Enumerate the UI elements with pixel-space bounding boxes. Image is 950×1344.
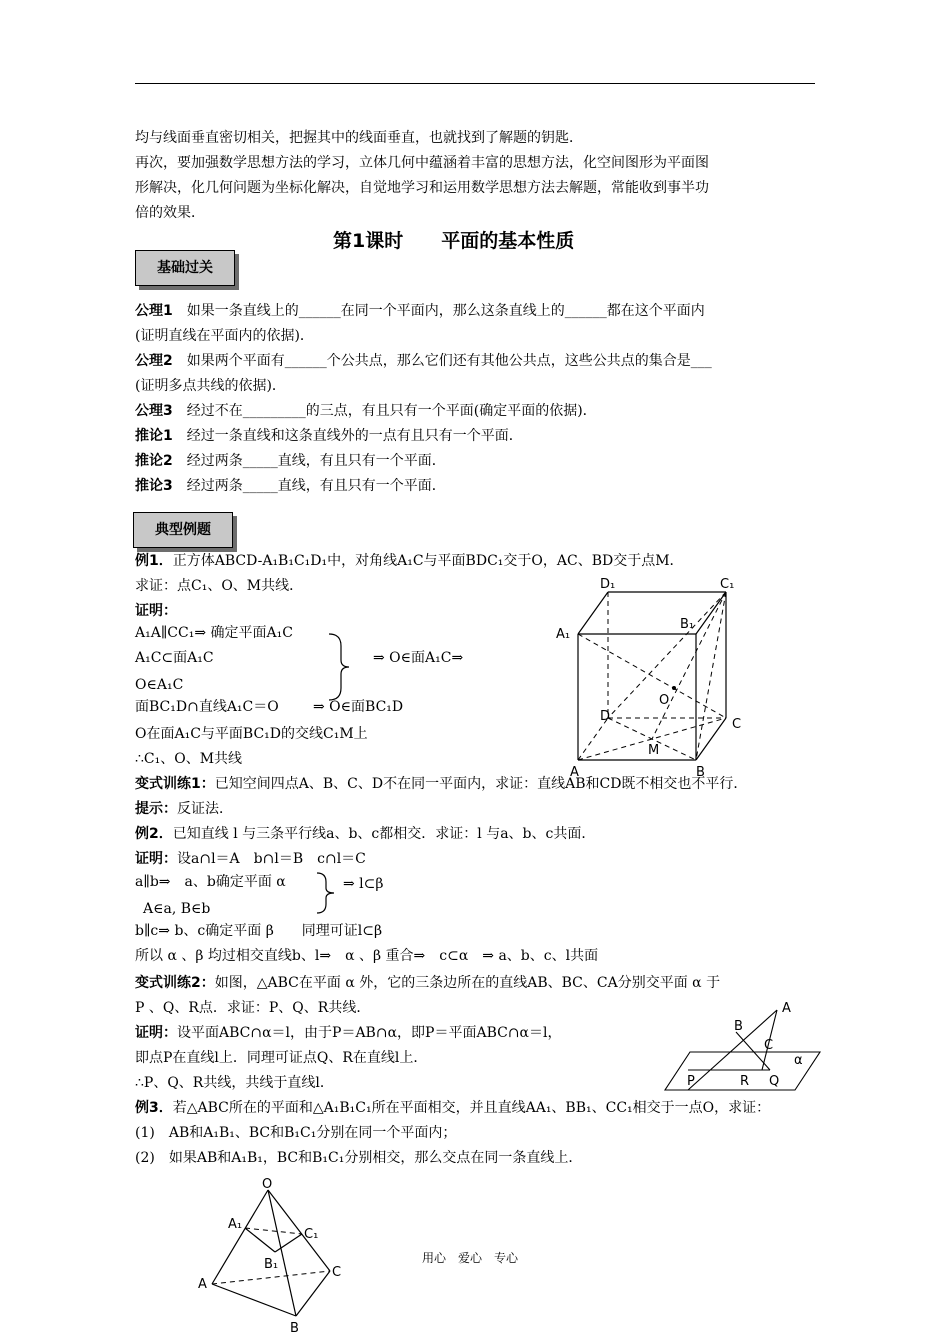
cube-label-d: D	[600, 709, 611, 724]
example-2-proof-line-4: b∥c⇒ b、c确定平面 β 同理可证l⊂β	[135, 923, 383, 939]
example-2-proof-line-2-right: ⇒ l⊂β	[343, 876, 384, 892]
proof-line-6: ∴C₁、O、M共线	[135, 751, 243, 767]
axiom-3-label: 公理3	[135, 403, 173, 419]
section-label-basics: 基础过关	[135, 250, 235, 286]
intro-line-3: 形解决，化几何问题为坐标化解决，自觉地学习和运用数学思想方法去解题，常能收到事半功	[135, 180, 709, 196]
proof-line-2-right: ⇒ O∈面A₁C⇒	[373, 650, 464, 666]
variant-1-label: 变式训练1：	[135, 776, 215, 792]
pyramid-figure	[190, 1176, 360, 1336]
proof-line-4: 面BC₁D∩直线A₁C＝O	[135, 699, 279, 715]
plane-label-a: A	[782, 1001, 791, 1016]
proof-line-3: O∈A₁C	[135, 677, 184, 693]
corollary-1-text: 经过一条直线和这条直线外的一点有且只有一个平面．	[172, 428, 523, 444]
corollary-1	[135, 426, 523, 446]
example-3	[135, 1098, 770, 1118]
variant-2-text: 如图，△ABC在平面 α 外，它的三条边所在的直线AB、BC、CA分别交平面 α 于	[214, 975, 721, 991]
corollary-3-label: 推论3	[135, 478, 173, 494]
cube-label-c: C	[732, 717, 742, 732]
intro-line-1: 均与线面垂直密切相关，把握其中的线面垂直，也就找到了解题的钥匙．	[135, 130, 583, 146]
cube-figure	[550, 572, 750, 782]
corollary-3	[135, 476, 446, 496]
example-2-proof-label: 证明：	[135, 851, 177, 867]
corollary-2-text: 经过两条_____直线，有且只有一个平面．	[172, 453, 446, 469]
cube-label-a: A	[570, 765, 579, 780]
variant-2	[135, 973, 720, 993]
pyramid-label-c1: C₁	[304, 1227, 319, 1242]
example-2-proof	[135, 849, 366, 869]
example-3-text: 若△ABC所在的平面和△A₁B₁C₁所在平面相交，并且直线AA₁、BB₁、CC₁相交于一点O，求证：	[172, 1100, 771, 1116]
axiom-1-cont: (证明直线在平面内的依据)．	[135, 328, 314, 344]
axiom-1	[135, 301, 705, 321]
proof-line-5: O在面A₁C与平面BC₁D的交线C₁M上	[135, 726, 368, 742]
example-3-label: 例3．	[135, 1100, 173, 1116]
cube-label-o: O	[659, 693, 670, 708]
corollary-2	[135, 451, 446, 471]
section-label-examples: 典型例题	[133, 512, 233, 548]
lesson-title: 第1课时 平面的基本性质	[333, 230, 575, 252]
example-2-proof-line-2: a∥b⇒ a、b确定平面 α	[135, 874, 286, 890]
axiom-2-label: 公理2	[135, 353, 173, 369]
axiom-1-label: 公理1	[135, 303, 173, 319]
axiom-3	[135, 401, 597, 421]
brace-1	[325, 630, 355, 704]
plane-label-alpha: α	[794, 1053, 803, 1068]
example-3-part-2: (2) 如果AB和A₁B₁，BC和B₁C₁分别相交，那么交点在同一条直线上．	[135, 1150, 583, 1166]
proof-label: 证明：	[135, 603, 177, 619]
hint	[135, 799, 233, 819]
example-1-prove: 求证：点C₁、O、M共线．	[135, 578, 304, 594]
variant-2-cont: P 、Q、R点．求证：P、Q、R共线．	[135, 1000, 371, 1016]
plane-figure	[660, 998, 830, 1096]
header-rule	[135, 83, 815, 84]
proof-line-2: A₁C⊂面A₁C	[135, 650, 214, 666]
corollary-3-text: 经过两条_____直线，有且只有一个平面．	[172, 478, 446, 494]
corollary-1-label: 推论1	[135, 428, 173, 444]
pyramid-label-c: C	[332, 1265, 342, 1280]
hint-text: 反证法．	[177, 801, 233, 817]
variant-2-proof-line-3: ∴P、Q、R共线，共线于直线l．	[135, 1075, 334, 1091]
cube-label-c1: C₁	[720, 577, 735, 592]
hint-label: 提示：	[135, 801, 177, 817]
variant-2-proof-line-2: 即点P在直线l上．同理可证点Q、R在直线l上．	[135, 1050, 428, 1066]
variant-2-proof	[135, 1023, 562, 1043]
intro-line-2: 再次，要加强数学思想方法的学习，立体几何中蕴涵着丰富的思想方法，化空间图形为平面图	[135, 155, 709, 171]
example-2-proof-line-5: 所以 α 、β 均过相交直线b、l⇒ α 、β 重合⇒ c⊂α ⇒ a、b、c、l共面	[135, 948, 599, 964]
plane-label-c: C	[764, 1038, 774, 1053]
pyramid-label-a1: A₁	[228, 1217, 243, 1232]
example-2	[135, 824, 595, 844]
example-1-text: 正方体ABCD-A₁B₁C₁D₁中，对角线A₁C与平面BDC₁交于O，AC、BD交于点M．	[172, 553, 684, 569]
intro-line-4: 倍的效果．	[135, 205, 205, 221]
cube-label-b1: B₁	[680, 617, 695, 632]
cube-label-m: M	[648, 743, 660, 758]
variant-1-text: 已知空间四点A、B、C、D不在同一平面内，求证：直线AB和CD既不相交也不平行．	[214, 776, 748, 792]
pyramid-label-o: O	[262, 1177, 273, 1192]
variant-2-proof-label: 证明：	[135, 1025, 177, 1041]
example-1	[135, 551, 684, 571]
axiom-2-text: 如果两个平面有______个公共点，那么它们还有其他公共点，这些公共点的集合是___	[172, 353, 712, 369]
plane-label-q: Q	[769, 1074, 780, 1089]
pyramid-label-a: A	[198, 1277, 207, 1292]
example-1-label: 例1．	[135, 553, 173, 569]
plane-label-b: B	[734, 1019, 743, 1034]
cube-label-d1: D₁	[600, 577, 616, 592]
axiom-2	[135, 351, 712, 371]
proof-line-4-right: ⇒ O∈面BC₁D	[313, 699, 404, 715]
example-2-proof-line-1: 设a∩l＝A b∩l＝B c∩l＝C	[177, 851, 366, 867]
brace-2	[314, 870, 340, 916]
proof-line-1: A₁A∥CC₁⇒ 确定平面A₁C	[135, 625, 293, 641]
example-2-label: 例2．	[135, 826, 173, 842]
cube-label-a1: A₁	[556, 627, 571, 642]
pyramid-label-b: B	[290, 1321, 299, 1336]
axiom-1-text: 如果一条直线上的______在同一个平面内，那么这条直线上的______都在这个平面内	[172, 303, 705, 319]
example-3-part-1: (1) AB和A₁B₁、BC和B₁C₁分别在同一个平面内；	[135, 1125, 457, 1141]
corollary-2-label: 推论2	[135, 453, 173, 469]
example-2-proof-line-3: A∈a, B∈b	[143, 901, 211, 917]
example-2-text: 已知直线 l 与三条平行线a、b、c都相交．求证：l 与a、b、c共面．	[172, 826, 596, 842]
plane-label-p: P	[687, 1074, 695, 1089]
variant-2-proof-line-1: 设平面ABC∩α＝l，由于P＝AB∩α，即P＝平面ABC∩α＝l，	[177, 1025, 562, 1041]
axiom-2-cont: (证明多点共线的依据)．	[135, 378, 286, 394]
plane-label-r: R	[740, 1074, 750, 1089]
cube-label-b: B	[696, 765, 705, 780]
axiom-3-text: 经过不在_________的三点，有且只有一个平面(确定平面的依据)．	[172, 403, 597, 419]
pyramid-label-b1: B₁	[264, 1257, 279, 1272]
variant-2-label: 变式训练2：	[135, 975, 215, 991]
page-footer: 用心 爱心 专心	[422, 1251, 519, 1265]
